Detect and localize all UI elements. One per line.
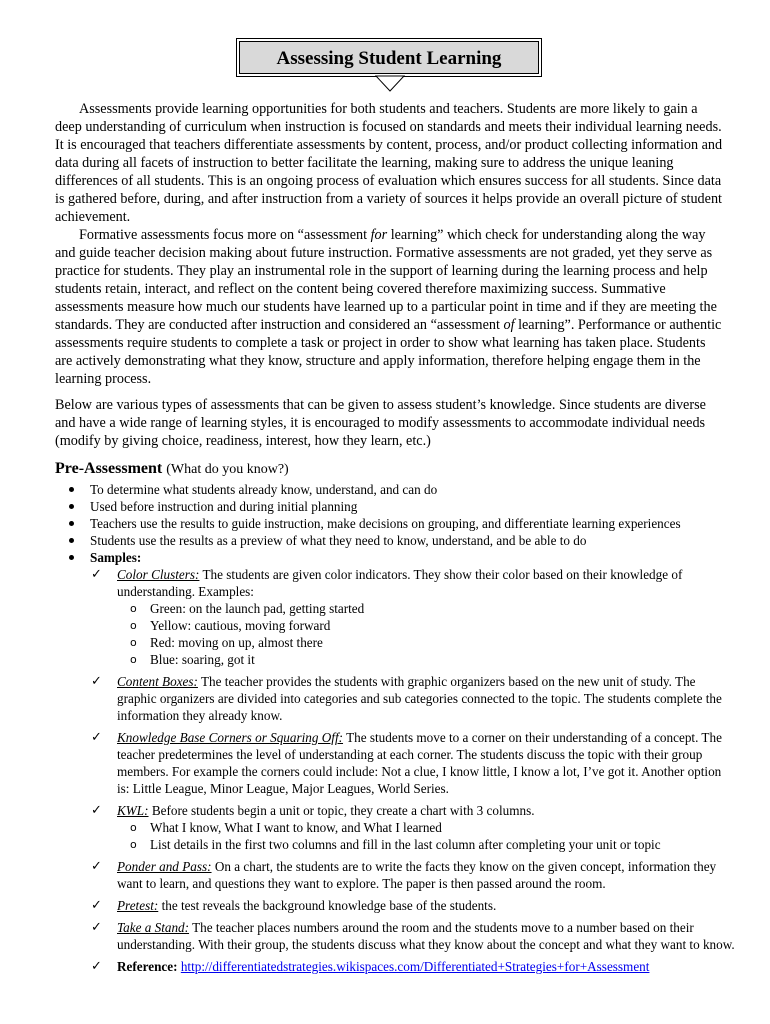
list-item bbox=[55, 549, 735, 975]
formative-text-3: learning”. Performance or authentic assessments require students to complete a task or project in order to show what learning has taken place. Students are actively demonstrating what they know, structure and apply information, therefore helping engage them in the learning process. bbox=[55, 317, 722, 387]
example-text: Yellow: cautious, moving forward bbox=[150, 618, 331, 633]
sample-item bbox=[55, 802, 735, 853]
list-item bbox=[117, 634, 735, 651]
example-text: Blue: soaring, got it bbox=[150, 652, 255, 667]
sample-item bbox=[55, 673, 735, 724]
pre-assessment-section bbox=[55, 459, 735, 980]
list-item bbox=[117, 819, 735, 836]
sample-text: The students move to a corner on their understanding of a concept. The teacher predetermines the level of understanding at each corner. The students discuss the topic with their group members. For example the corners could include: Not a clue, I know little, I know a lot, I’ve got it. Another option is: Little League, Minor League, Major Leagues, World Series. bbox=[117, 730, 722, 796]
example-text: Green: on the launch pad, getting started bbox=[150, 601, 365, 616]
bullet-text: Used before instruction and during initial planning bbox=[90, 499, 358, 514]
sample-name: KWL: bbox=[117, 803, 149, 818]
sample-text: the test reveals the background knowledge base of the students. bbox=[158, 898, 497, 913]
sample-text: The students are given color indicators. They show their color based on their knowledge of understanding. Examples: bbox=[117, 567, 683, 599]
reference-link[interactable]: http://differentiatedstrategies.wikispaces.com/Differentiated+Strategies+for+Assessment bbox=[180, 959, 650, 974]
sample-name: Pretest: bbox=[117, 898, 159, 913]
title-banner bbox=[239, 41, 539, 74]
sample-item bbox=[55, 729, 735, 797]
list-item bbox=[55, 498, 735, 515]
list-item bbox=[55, 532, 735, 549]
bullet-icon bbox=[69, 504, 74, 509]
sample-item bbox=[55, 566, 735, 668]
bullet-text: Teachers use the results to guide instruction, make decisions on grouping, and differentiate learning experiences bbox=[90, 516, 681, 531]
sample-name: Content Boxes: bbox=[117, 674, 198, 689]
bullet-icon bbox=[69, 521, 74, 526]
of-emphasis: of bbox=[503, 317, 515, 333]
formative-text-2: learning” which check for understanding along the way and guide teacher decision making about future instruction. Formative assessments are not graded, yet they serve as practice for students. They play an instrumental role in the support of learning during the learning process and help students retain, interact, and reflect on the content being covered therefore maximizing success. Summative assessments measure how much our students have learned up to a particular point in time and if they are meeting the standards. They are conducted after instruction and considered an “assessment bbox=[55, 227, 717, 333]
intro-text bbox=[55, 100, 725, 450]
circle-bullet-icon: o bbox=[130, 653, 137, 666]
sample-item bbox=[55, 897, 735, 914]
sample-name: Take a Stand: bbox=[117, 920, 190, 935]
list-item bbox=[117, 600, 735, 617]
for-emphasis: for bbox=[370, 227, 388, 243]
intro-paragraph: Assessments provide learning opportunities for both students and teachers. Students are more likely to gain a deep understanding of curriculum when instruction is focused on standards and meets their individual learning needs. It is encouraged that teachers differentiate assessments by content, process, and/or product collecting information and data during all facets of instruction to better facilitate the learning, making sure to address the unique leaning differences of all students. This is an ongoing process of evaluation which ensures success for all students. Since data is gathered before, during, and after instruction from a variety of sources it helps provide an overall picture of student achievement. bbox=[55, 101, 723, 225]
samples-label: Samples: bbox=[90, 550, 142, 565]
checkmark-icon: ✓ bbox=[91, 920, 102, 935]
checkmark-icon: ✓ bbox=[91, 803, 102, 818]
circle-bullet-icon: o bbox=[130, 619, 137, 632]
section-title: Pre-Assessment bbox=[55, 460, 163, 477]
formative-paragraph bbox=[55, 226, 725, 388]
list-item bbox=[117, 836, 735, 853]
checkmark-icon: ✓ bbox=[91, 859, 102, 874]
circle-bullet-icon: o bbox=[130, 636, 137, 649]
checkmark-icon: ✓ bbox=[91, 674, 102, 689]
sample-text: Before students begin a unit or topic, they create a chart with 3 columns. bbox=[148, 803, 535, 818]
bullet-icon bbox=[69, 487, 74, 492]
page-title: Assessing Student Learning bbox=[276, 48, 502, 69]
list-item bbox=[117, 651, 735, 668]
kwl-text: What I know, What I want to know, and What I learned bbox=[150, 820, 442, 835]
color-examples-list bbox=[117, 600, 735, 668]
sample-name: Knowledge Base Corners or Squaring Off: bbox=[117, 730, 344, 745]
list-item bbox=[55, 481, 735, 498]
sample-text: On a chart, the students are to write the facts they know on the given concept, information they want to learn, and questions they want to explore. The paper is then passed around the room. bbox=[117, 859, 717, 891]
sample-name: Ponder and Pass: bbox=[117, 859, 212, 874]
bullet-text: To determine what students already know, understand, and can do bbox=[90, 482, 438, 497]
circle-bullet-icon: o bbox=[130, 821, 137, 834]
bullet-list bbox=[55, 481, 735, 975]
sample-item bbox=[55, 858, 735, 892]
circle-bullet-icon: o bbox=[130, 838, 137, 851]
list-item bbox=[55, 515, 735, 532]
section-heading bbox=[55, 459, 735, 480]
example-text: Red: moving on up, almost there bbox=[150, 635, 323, 650]
bullet-icon bbox=[69, 555, 74, 560]
section-subtitle: (What do you know?) bbox=[166, 462, 289, 477]
checkmark-icon: ✓ bbox=[91, 567, 102, 582]
kwl-text: List details in the first two columns and fill in the last column after completing your unit or topic bbox=[150, 837, 661, 852]
checkmark-icon: ✓ bbox=[91, 898, 102, 913]
types-paragraph: Below are various types of assessments that can be given to assess student’s knowledge. Since students are diverse and have a wide range of learning styles, it is encouraged to modify assessments to accommodate individual needs (modify by giving choice, readiness, interest, how they learn, etc.) bbox=[55, 397, 706, 449]
reference-label: Reference: bbox=[117, 959, 178, 974]
bullet-text: Students use the results as a preview of what they need to know, understand, and be able to do bbox=[90, 533, 587, 548]
sample-name: Color Clusters: bbox=[117, 567, 200, 582]
list-item bbox=[117, 617, 735, 634]
checkmark-icon: ✓ bbox=[91, 730, 102, 745]
reference-item bbox=[55, 958, 735, 975]
kwl-list bbox=[117, 819, 735, 853]
circle-bullet-icon: o bbox=[130, 602, 137, 615]
sample-text: The teacher provides the students with graphic organizers based on the new unit of study. The graphic organizers are divided into categories and sub categories connected to the topic. The students complete the information they already know. bbox=[117, 674, 722, 723]
down-arrow-icon bbox=[370, 75, 410, 93]
samples-list bbox=[55, 566, 735, 975]
sample-text: The teacher places numbers around the room and the students move to a number based on their understanding. With their group, the students discuss what they know about the concept and what they want to know. bbox=[117, 920, 735, 952]
formative-text-1: Formative assessments focus more on “assessment bbox=[79, 227, 371, 243]
sample-item bbox=[55, 919, 735, 953]
checkmark-icon: ✓ bbox=[91, 959, 102, 974]
bullet-icon bbox=[69, 538, 74, 543]
